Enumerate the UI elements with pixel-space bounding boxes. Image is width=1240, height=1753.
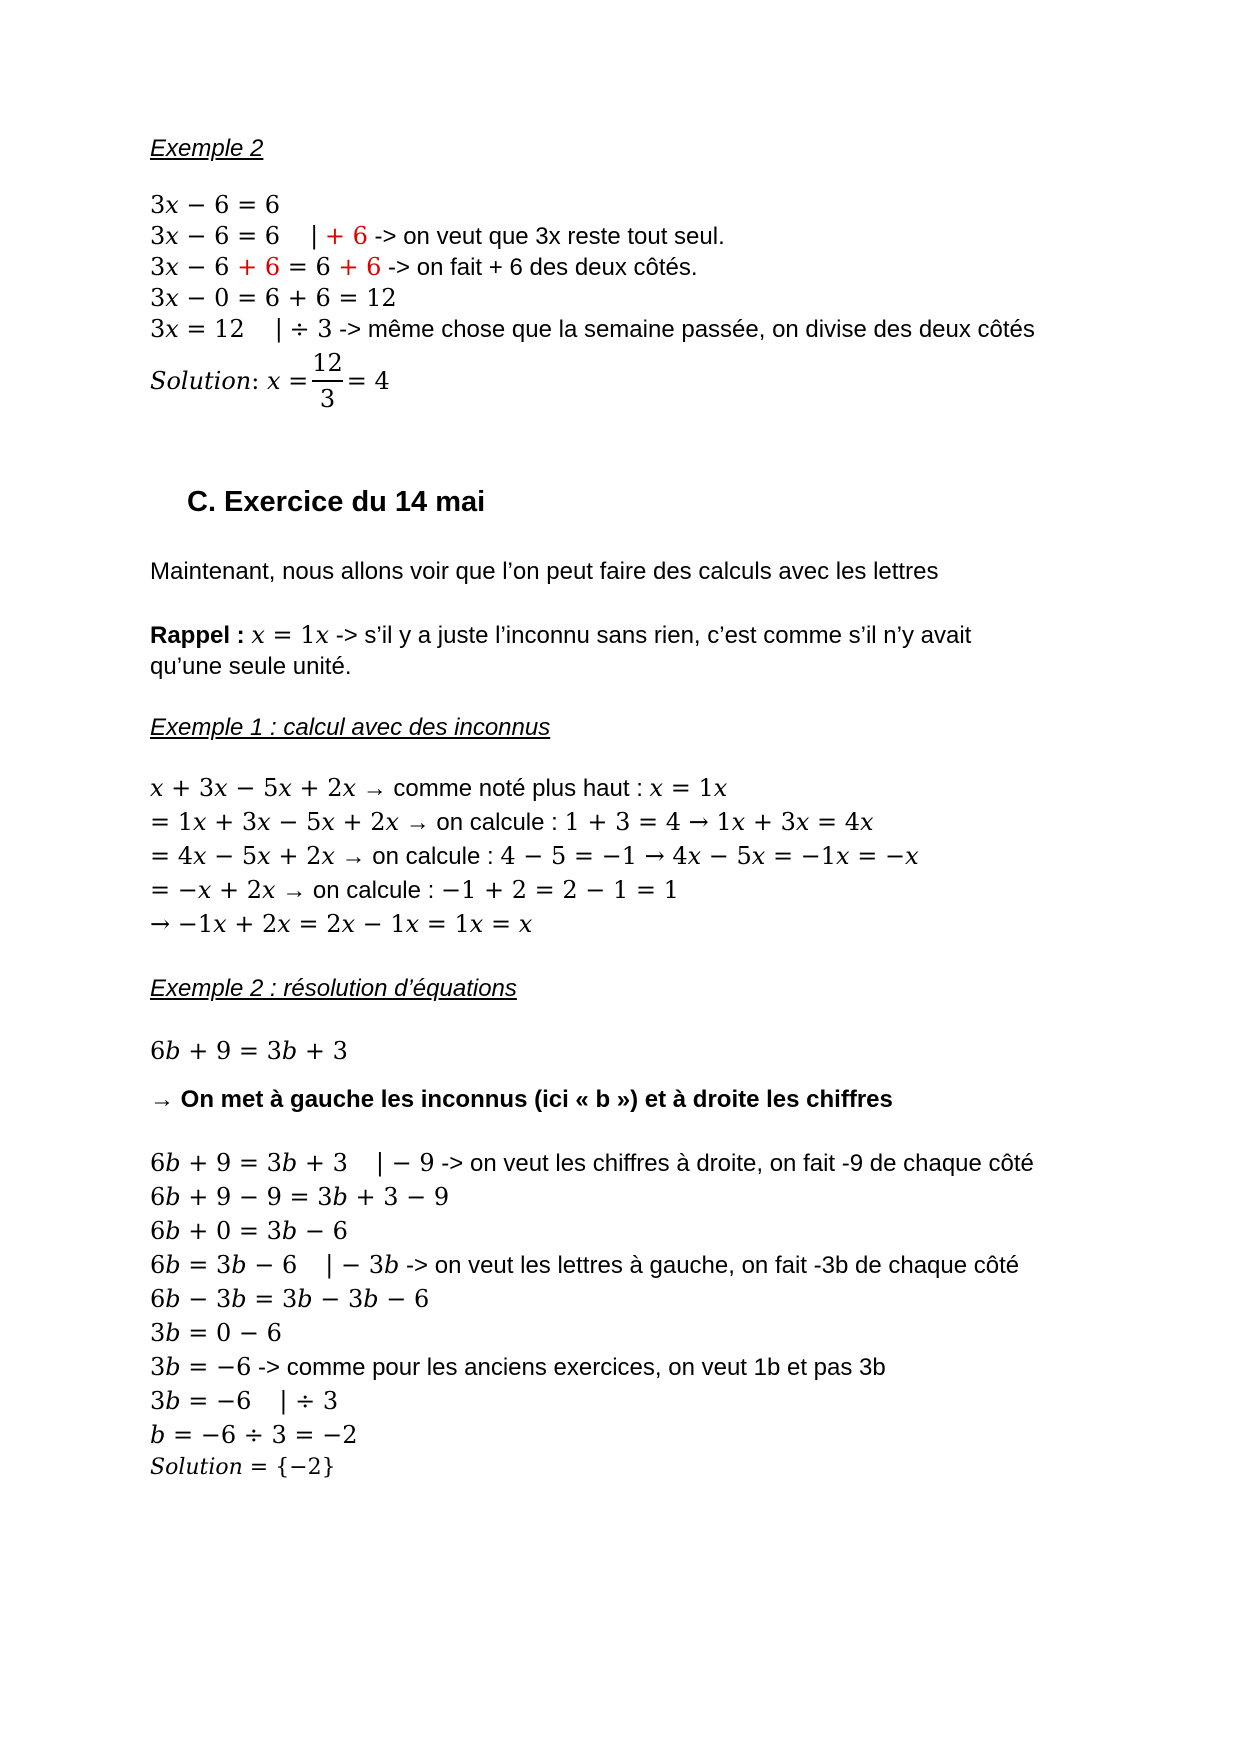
fraction [312, 348, 343, 414]
rappel-line [150, 620, 971, 651]
calc-line [150, 773, 727, 804]
solution-label: 𝑆𝑜𝑙𝑢𝑡𝑖𝑜𝑛: 𝑥 = [150, 367, 309, 395]
solution-line [150, 348, 390, 414]
calc-line [150, 875, 679, 906]
math: 1 + 3 = 4 → 1𝑥 + 3𝑥 = 4𝑥 [564, 808, 874, 836]
step-line [150, 1148, 1034, 1179]
step-line [150, 1352, 886, 1383]
rappel-continuation: qu’une seule unité. [150, 653, 352, 680]
operation: | − 9 [375, 1149, 435, 1177]
step-line [150, 1420, 358, 1451]
step-line [150, 1284, 429, 1315]
rappel-label: Rappel : [150, 622, 245, 649]
explanation: -> même chose que la semaine passée, on divise des deux côtés [332, 316, 1035, 343]
math: 6𝑏 + 9 − 9 = 3𝑏 + 3 − 9 [150, 1183, 450, 1211]
math: = 4𝑥 − 5𝑥 + 2𝑥 [150, 842, 335, 870]
exemple1-title: Exemple 1 : calcul avec des inconnus [150, 714, 551, 741]
equation-line [150, 252, 698, 283]
math: 3𝑏 = 0 − 6 [150, 1319, 282, 1347]
step-line [150, 1386, 338, 1417]
operation-red: + 6 [338, 253, 382, 281]
calc-line [150, 909, 532, 940]
math: 3𝑏 = −6 [150, 1387, 252, 1415]
math: 𝑥 + 3𝑥 − 5𝑥 + 2𝑥 [150, 774, 357, 802]
separator: | [310, 222, 319, 250]
operation: | ÷ 3 [279, 1387, 339, 1415]
math: 6𝑏 + 9 = 3𝑏 + 3 [150, 1037, 348, 1065]
math: 6𝑏 = 3𝑏 − 6 [150, 1251, 298, 1279]
step-line [150, 1182, 449, 1213]
equation-line [150, 190, 280, 221]
math: = −𝑥 + 2𝑥 [150, 876, 276, 904]
equation-line [150, 314, 1035, 345]
explanation: -> on veut que 3x reste tout seul. [367, 223, 725, 250]
step-line [150, 1318, 282, 1349]
math: 3𝑏 = −6 [150, 1353, 252, 1381]
operation: | − 3𝑏 [325, 1251, 400, 1279]
math: 3𝑥 − 0 = 6 + 6 = 12 [150, 284, 397, 312]
rappel-math: 𝑥 = 1𝑥 [251, 621, 330, 649]
solution-result: = 4 [346, 367, 390, 395]
math: 6𝑏 + 0 = 3𝑏 − 6 [150, 1217, 348, 1245]
equation [150, 1036, 348, 1067]
equation-line [150, 221, 725, 252]
explanation: -> on veut les chiffres à droite, on fait -9 de chaque côté [434, 1150, 1034, 1177]
math: 4 − 5 = −1 → 4𝑥 − 5𝑥 = −1𝑥 = −𝑥 [500, 842, 919, 870]
intro-text: Maintenant, nous allons voir que l’on peut faire des calculs avec les lettres [150, 558, 939, 585]
separator: | [274, 315, 283, 343]
section-heading: C. Exercice du 14 mai [187, 486, 486, 518]
math: 3𝑥 − 6 = 6 [150, 191, 281, 219]
calc-line [150, 807, 874, 838]
math: = 1𝑥 + 3𝑥 − 5𝑥 + 2𝑥 [150, 808, 400, 836]
math: −1 + 2 = 2 − 1 = 1 [440, 876, 679, 904]
explanation: → on calcule : [399, 809, 565, 836]
math: = 6 [280, 253, 339, 281]
explanation: → on calcule : [334, 843, 501, 870]
explanation: -> on fait + 6 des deux côtés. [381, 254, 698, 281]
numerator: 12 [312, 349, 343, 377]
exemple2-top-title: Exemple 2 [150, 135, 264, 162]
denominator: 3 [319, 385, 336, 413]
explanation: → comme noté plus haut : [356, 775, 650, 802]
step-line [150, 1250, 1019, 1281]
math: 𝑥 = 1𝑥 [649, 774, 728, 802]
step-line [150, 1216, 348, 1247]
math: 3𝑥 − 6 [150, 253, 238, 281]
operation: ÷ 3 [289, 315, 333, 343]
math: 3𝑥 − 6 = 6 [150, 222, 281, 250]
equation-line [150, 283, 397, 314]
explanation: -> on veut les lettres à gauche, on fait -3b de chaque côté [399, 1252, 1020, 1279]
fraction-bar [312, 380, 343, 382]
math: 3𝑥 = 12 [150, 315, 245, 343]
explanation: -> comme pour les anciens exercices, on veut 1b et pas 3b [251, 1354, 886, 1381]
exemple2-title: Exemple 2 : résolution d’équations [150, 975, 517, 1002]
solution-line [150, 1452, 336, 1483]
calc-line [150, 841, 919, 872]
solution-set: 𝑆𝑜𝑙𝑢𝑡𝑖𝑜𝑛 = {−2} [150, 1455, 336, 1480]
math: 𝑏 = −6 ÷ 3 = −2 [150, 1421, 358, 1449]
operation-red: + 6 [237, 253, 281, 281]
math: 6𝑏 − 3𝑏 = 3𝑏 − 3𝑏 − 6 [150, 1285, 430, 1313]
operation-red: + 6 [324, 222, 368, 250]
math: 6𝑏 + 9 = 3𝑏 + 3 [150, 1149, 348, 1177]
rappel-text: -> s’il y a juste l’inconnu sans rien, c’est comme s’il n’y avait [329, 622, 972, 649]
math: → −1𝑥 + 2𝑥 = 2𝑥 − 1𝑥 = 1𝑥 = 𝑥 [150, 910, 533, 938]
rule-text: → On met à gauche les inconnus (ici « b ») et à droite les chiffres [150, 1086, 893, 1113]
explanation: → on calcule : [275, 877, 441, 904]
